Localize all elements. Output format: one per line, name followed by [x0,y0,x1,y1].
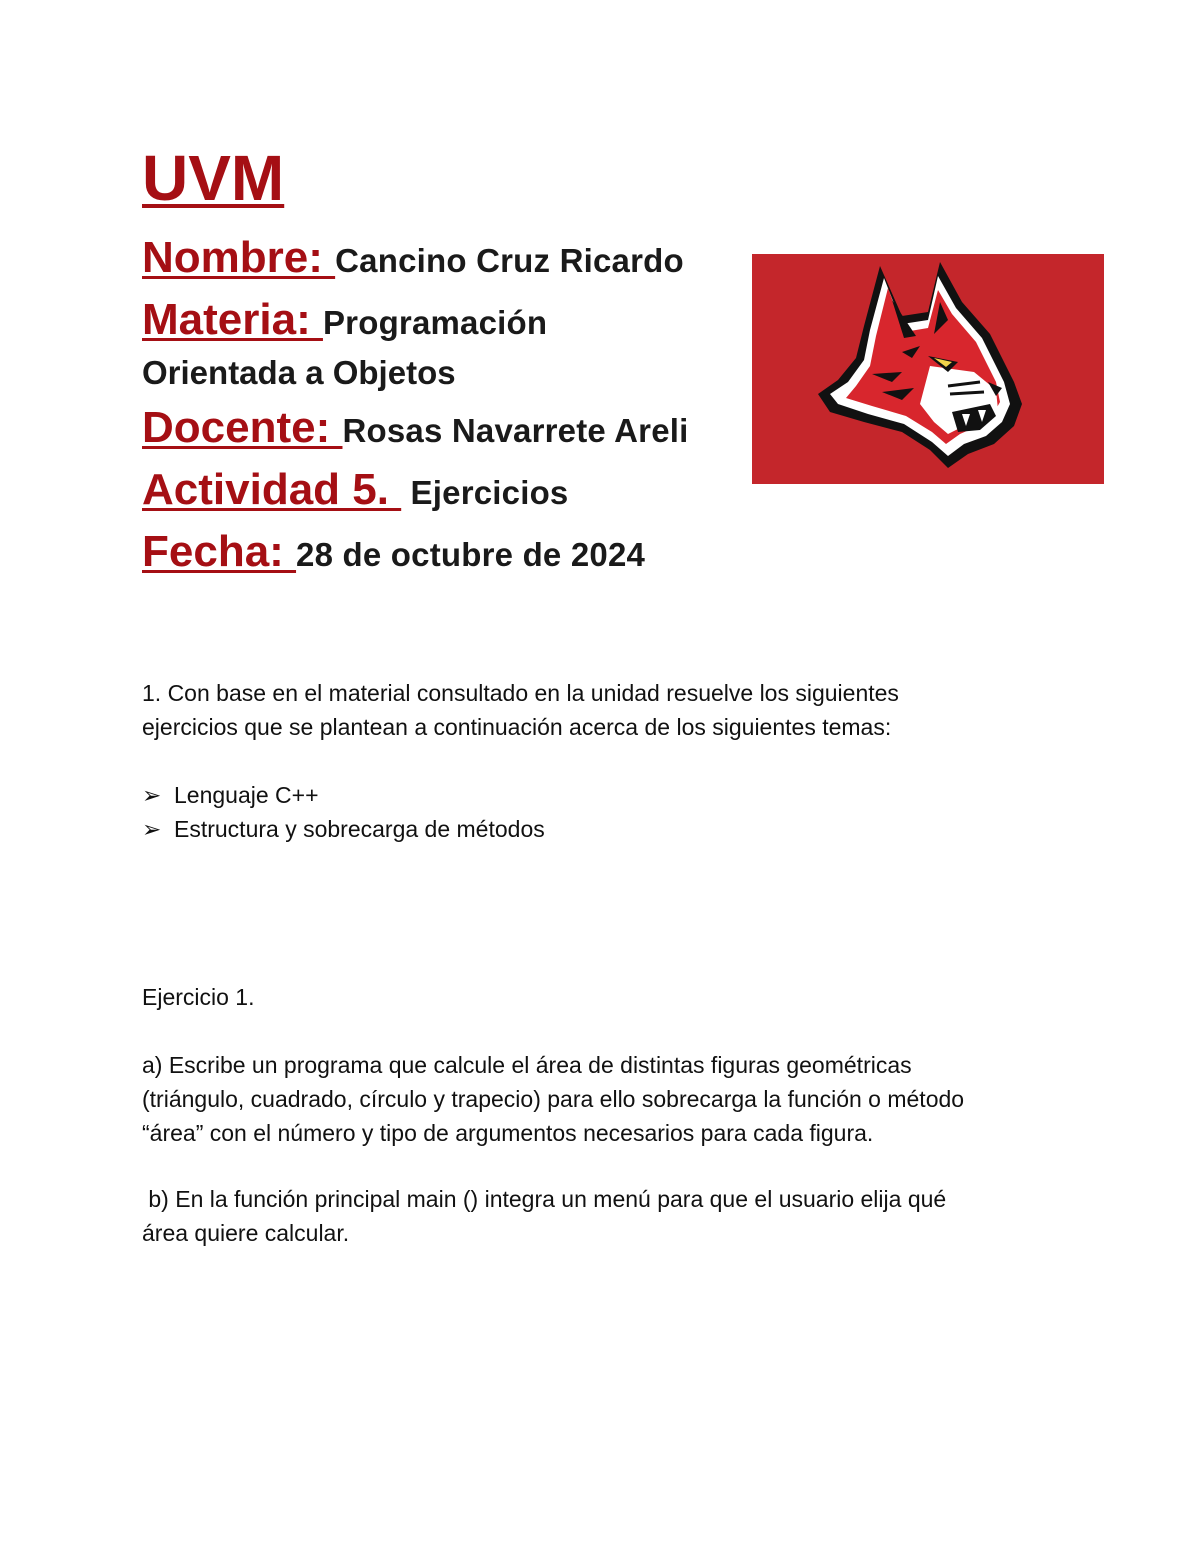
field-value: Rosas Navarrete Areli [342,412,689,449]
arrow-bullet-icon: ➢ [142,782,162,808]
exercise-part-b-line: b) En la función principal main () integra un menú para que el usuario elija qué [142,1186,947,1212]
field-label: Actividad 5. [142,465,402,514]
intro-line: 1. Con base en el material consultado en la unidad resuelve los siguientes [142,680,899,706]
field-materia [142,295,548,344]
field-value: Cancino Cruz Ricardo [335,242,684,279]
topic-item [142,812,545,846]
field-value: Programación [322,304,548,341]
field-fecha [142,527,646,576]
field-value: 28 de octubre de 2024 [296,536,646,573]
field-value: Ejercicios [401,474,569,511]
exercise-part-a-line: a) Escribe un programa que calcule el área de distintas figuras geométricas [142,1052,912,1078]
field-label: Nombre: [142,233,336,282]
wildcat-mascot-icon [752,254,1104,484]
exercise-part-a-line: (triángulo, cuadrado, círculo y trapecio) para ello sobrecarga la función o método [142,1086,965,1112]
institution-title: UVM [142,142,285,214]
exercise-part-a-line: “área” con el número y tipo de argumentos necesarios para cada figura. [142,1120,874,1146]
arrow-bullet-icon: ➢ [142,816,162,842]
field-label: Docente: [142,403,343,452]
topic-text: Lenguaje C++ [174,782,319,808]
exercise-title: Ejercicio 1. [142,984,255,1010]
field-actividad [142,465,569,514]
wildcat-logo [752,254,1104,484]
field-materia-continuation: Orientada a Objetos [142,354,456,391]
intro-line: ejercicios que se plantean a continuación acerca de los siguientes temas: [142,714,892,740]
field-nombre [142,233,684,282]
topic-text: Estructura y sobrecarga de métodos [174,816,545,842]
field-docente [142,403,689,452]
field-label: Fecha: [142,527,297,576]
topic-item [142,778,319,812]
exercise-part-b-line: área quiere calcular. [142,1220,350,1246]
field-label: Materia: [142,295,323,344]
